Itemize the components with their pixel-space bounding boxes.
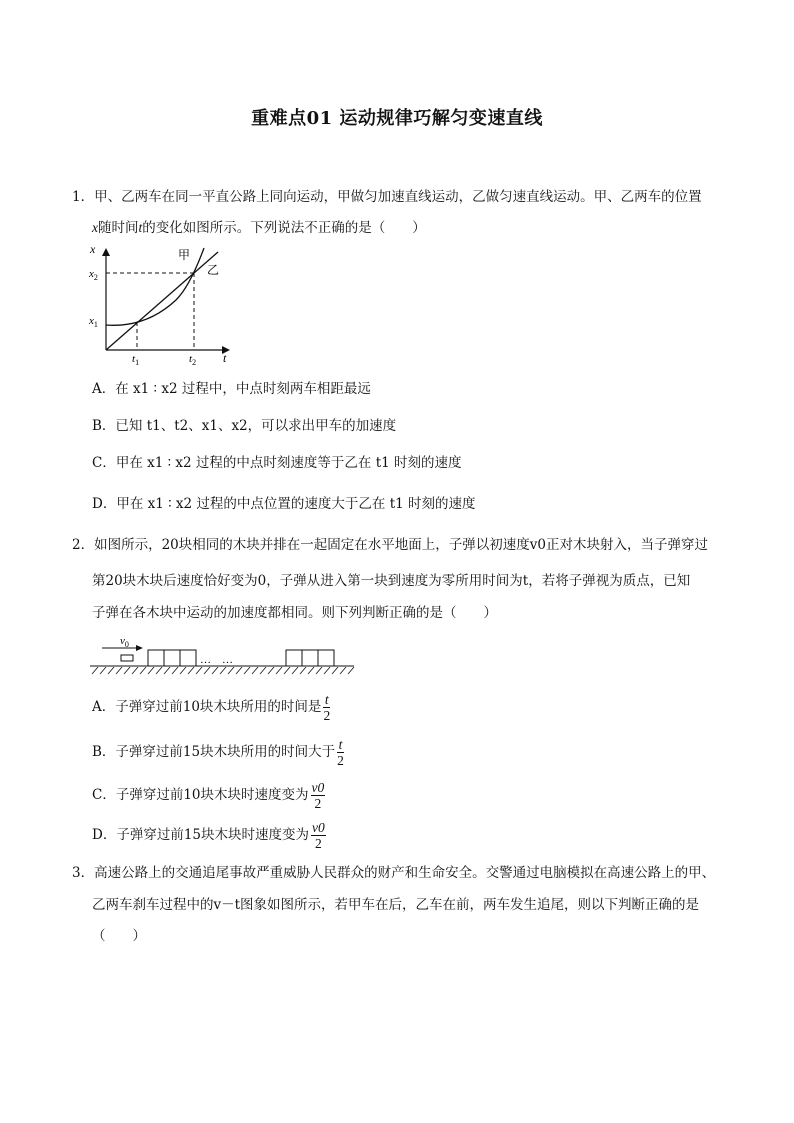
position-time-graph <box>86 240 236 365</box>
question-2-number: 2． <box>72 537 95 553</box>
q1-option-b[interactable] <box>92 414 396 434</box>
question-1-number: 1． <box>72 189 95 205</box>
question-1-text-1: 甲、乙两车在同一平直公路上同向运动，甲做匀加速直线运动，乙做匀速直线运动。甲、乙两车的位置 <box>94 189 702 205</box>
question-3-number: 3． <box>72 865 95 881</box>
fraction-t-over-2: $\frac{t}{2}$ <box>323 692 331 723</box>
ground-hatching <box>92 667 354 674</box>
axis-y-label: x <box>90 242 96 256</box>
option-b-text: 子弹穿过前15块木块所用的时间大于 <box>115 744 336 760</box>
option-d-text: 甲在 x1 ∶ x2 过程的中点位置的速度大于乙在 t1 时刻的速度 <box>116 496 476 512</box>
option-b-key: B． <box>92 744 116 760</box>
block <box>286 650 302 666</box>
velocity-arrowhead <box>136 645 143 651</box>
option-b-text: 已知 t1、t2、x1、x2，可以求出甲车的加速度 <box>115 418 397 434</box>
q1-option-c[interactable] <box>92 451 462 471</box>
question-1-line-2 <box>92 216 426 236</box>
block <box>148 650 164 666</box>
question-3-line-2: 乙两车刹车过程中的v－t图象如图所示，若甲车在后，乙车在前，两车发生追尾，则以下判断正确的是 <box>92 897 700 913</box>
block <box>302 650 318 666</box>
option-d-key: D． <box>92 827 117 843</box>
question-1-text-2a: 随时间 <box>98 220 139 236</box>
line-yi <box>106 252 218 350</box>
question-3-line-1 <box>72 861 715 881</box>
page-title: 重难点01 运动规律巧解匀变速直线 <box>251 108 543 129</box>
option-c-key: C． <box>92 455 116 471</box>
option-a-text: 在 x1 ∶ x2 过程中，中点时刻两车相距最远 <box>115 381 371 397</box>
tick-x2: $x_2$ <box>89 268 98 282</box>
question-1-text-2b: 的变化如图所示。下列说法不正确的是（ ） <box>142 220 426 236</box>
fraction-t-over-2: $\frac{t}{2}$ <box>337 737 344 768</box>
question-2-line-2: 第20块木块后速度恰好变为0，子弹从进入第一块到速度为零所用时间为t，若将子弹视为质点，已知 <box>92 573 691 589</box>
question-2-text-1: 如图所示，20块相同的木块并排在一起固定在水平地面上，子弹以初速度v0正对木块射入，当子弹穿过 <box>94 537 708 553</box>
label-yi: 乙 <box>207 263 220 277</box>
q2-option-c[interactable] <box>92 780 325 811</box>
bullet-blocks-figure <box>88 630 358 678</box>
q1-option-d[interactable] <box>92 492 476 512</box>
q2-option-a[interactable] <box>92 692 330 723</box>
block <box>318 650 334 666</box>
q2-option-d[interactable] <box>92 820 326 851</box>
option-c-text: 甲在 x1 ∶ x2 过程的中点时刻速度等于乙在 t1 时刻的速度 <box>115 455 462 471</box>
question-1-line-1 <box>72 185 702 205</box>
option-c-text: 子弹穿过前10块木块时速度变为 <box>115 787 309 803</box>
axis-x-label: t <box>223 351 227 365</box>
option-c-key: C． <box>92 787 116 803</box>
x-axis-arrow <box>102 248 110 256</box>
tick-t2: $t_2$ <box>189 353 197 365</box>
option-a-text: 子弹穿过前10块木块所用的时间是 <box>115 699 322 715</box>
question-3-text-1: 高速公路上的交通追尾事故严重威胁人民群众的财产和生命安全。交警通过电脑模拟在高速公路上的甲、 <box>94 865 716 881</box>
q1-option-a[interactable] <box>92 377 371 397</box>
q2-option-b[interactable] <box>92 737 344 768</box>
question-2-line-3: 子弹在各木块中运动的加速度都相同。则下列判断正确的是（ ） <box>92 605 497 621</box>
option-a-key: A． <box>92 699 116 715</box>
bullet <box>121 655 133 661</box>
fraction-v0-over-2: $\frac{v0}{2}$ <box>312 820 325 851</box>
option-d-text: 子弹穿过前15块木块时速度变为 <box>116 827 310 843</box>
question-3-line-3: （ ） <box>92 928 146 944</box>
v0-label: $v_0$ <box>120 635 129 649</box>
option-b-key: B． <box>92 418 116 434</box>
fraction-v0-over-2: $\frac{v0}{2}$ <box>311 780 325 811</box>
var-x: x <box>92 220 98 235</box>
var-t: t <box>138 220 143 235</box>
label-jia: 甲 <box>178 248 191 262</box>
option-a-key: A． <box>92 381 116 397</box>
tick-t1: $t_1$ <box>132 353 140 365</box>
option-d-key: D． <box>92 496 117 512</box>
ellipsis: … … <box>200 654 233 666</box>
block <box>164 650 180 666</box>
block <box>180 650 196 666</box>
tick-x1: $x_1$ <box>89 315 98 329</box>
question-2-line-1 <box>72 533 708 553</box>
